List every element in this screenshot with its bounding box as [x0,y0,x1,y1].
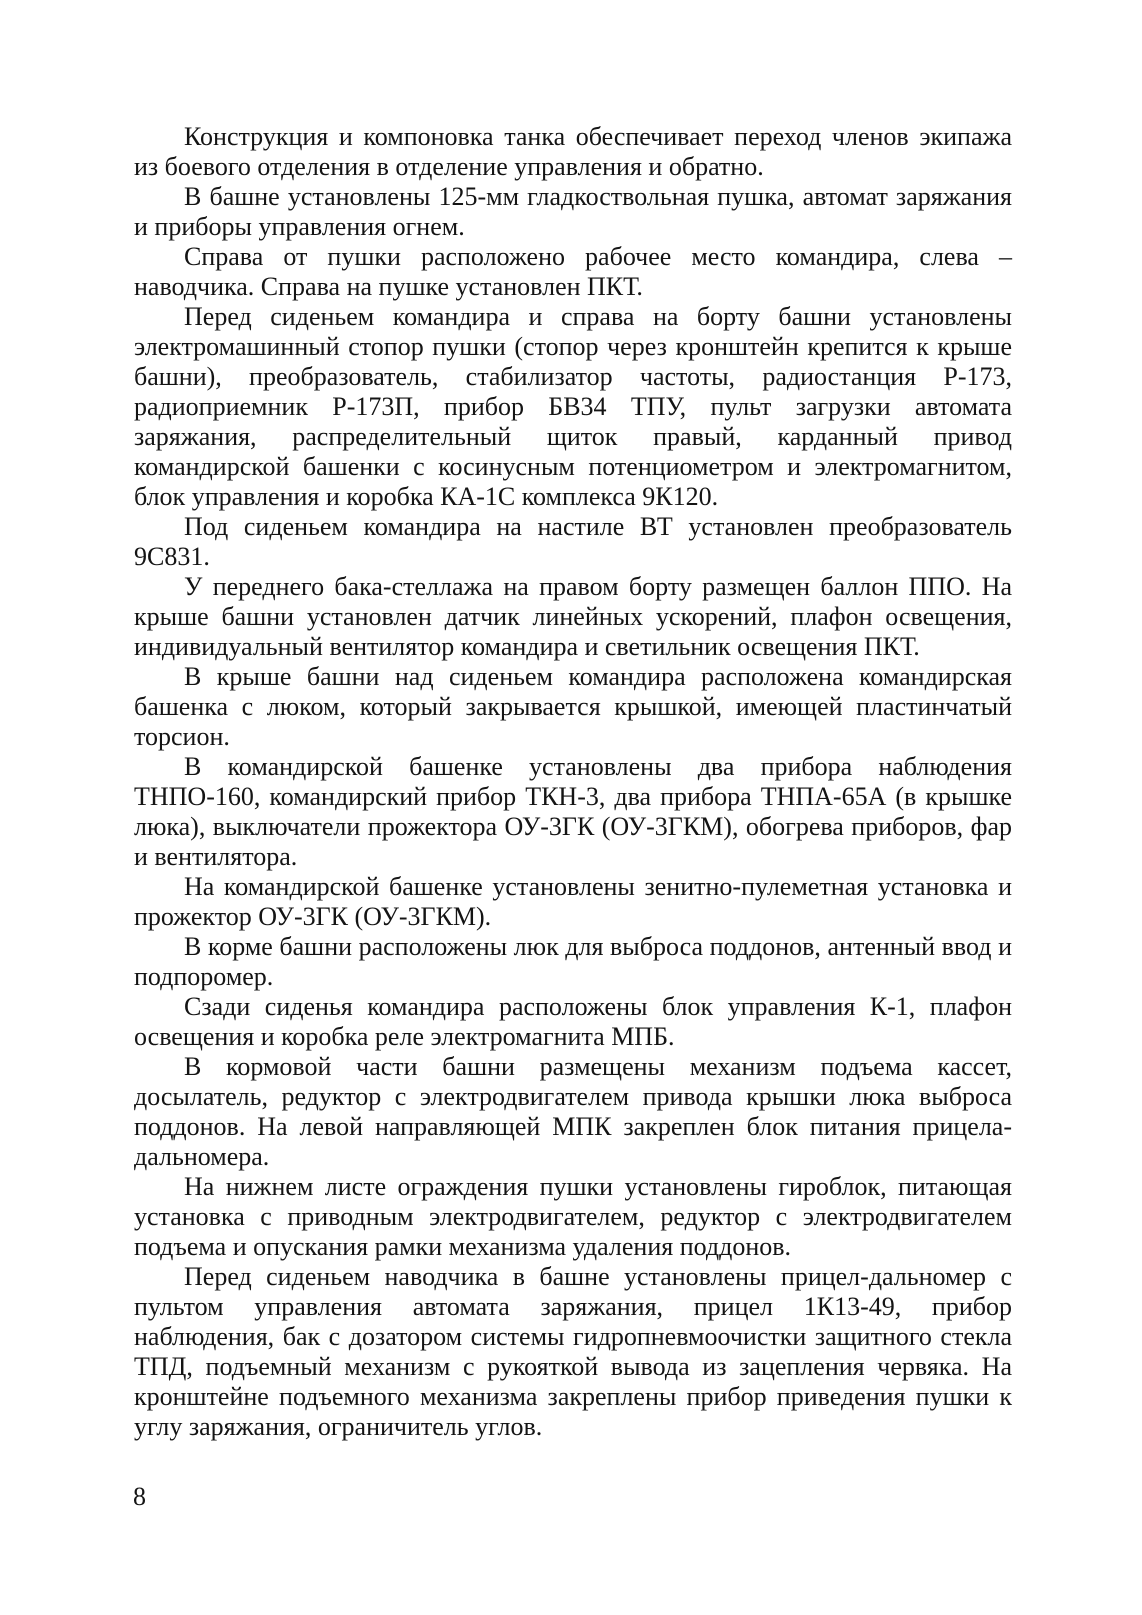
paragraph: На командирской башенке установлены зенитно-пулеметная установка и прожектор ОУ-3ГК (ОУ-3ГКМ). [134,872,1012,931]
paragraph: В крыше башни над сиденьем командира расположена командирская башенка с люком, который закрывается крышкой, имеющей пластинчатый торсион. [134,662,1012,751]
paragraph: Справа от пушки расположено рабочее место командира, слева – наводчика. Справа на пушке установлен ПКТ. [134,242,1012,301]
paragraph: В кормовой части башни размещены механизм подъема кассет, досылатель, редуктор с электродвигателем привода крышки люка выброса поддонов. На левой направляющей МПК закреплен блок питания прицела-дальномера. [134,1052,1012,1171]
paragraph: Конструкция и компоновка танка обеспечивает переход членов экипажа из боевого отделения в отделение управления и обратно. [134,122,1012,181]
body-text [134,122,1012,1442]
paragraph: Сзади сиденья командира расположены блок управления К-1, плафон освещения и коробка реле электромагнита МПБ. [134,992,1012,1051]
paragraph: Перед сиденьем командира и справа на борту башни установлены электромашинный стопор пушки (стопор через кронштейн крепится к крыше башни), преобразователь, стабилизатор частоты, радиостанция Р-173, радиоприемник Р-173П, прибор БВ34 ТПУ, пульт загрузки автомата заряжания, распределительный щиток правый, карданный привод командирской башенки с косинусным потенциометром и электромагнитом, блок управления и коробка КА-1С комплекса 9К120. [134,302,1012,511]
page-number: 8 [133,1482,146,1511]
paragraph: На нижнем листе ограждения пушки установлены гироблок, питающая установка с приводным электродвигателем, редуктор с электродвигателем подъема и опускания рамки механизма удаления поддонов. [134,1172,1012,1261]
paragraph: В корме башни расположены люк для выброса поддонов, антенный ввод и подпоромер. [134,932,1012,991]
paragraph: Под сиденьем командира на настиле ВТ установлен преобразователь 9С831. [134,512,1012,571]
paragraph: В командирской башенке установлены два прибора наблюдения ТНПО-160, командирский прибор ТКН-3, два прибора ТНПА-65А (в крышке люка), выключатели прожектора ОУ-3ГК (ОУ-3ГКМ), обогрева приборов, фар и вентилятора. [134,752,1012,871]
paragraph: В башне установлены 125-мм гладкоствольная пушка, автомат заряжания и приборы управления огнем. [134,182,1012,241]
paragraph: У переднего бака-стеллажа на правом борту размещен баллон ППО. На крыше башни установлен датчик линейных ускорений, плафон освещения, индивидуальный вентилятор командира и светильник освещения ПКТ. [134,572,1012,661]
paragraph: Перед сиденьем наводчика в башне установлены прицел-дальномер с пультом управления автомата заряжания, прицел 1К13-49, прибор наблюдения, бак с дозатором системы гидропневмоочистки защитного стекла ТПД, подъемный механизм с рукояткой вывода из зацепления червяка. На кронштейне подъемного механизма закреплены прибор приведения пушки к углу заряжания, ограничитель углов. [134,1262,1012,1441]
